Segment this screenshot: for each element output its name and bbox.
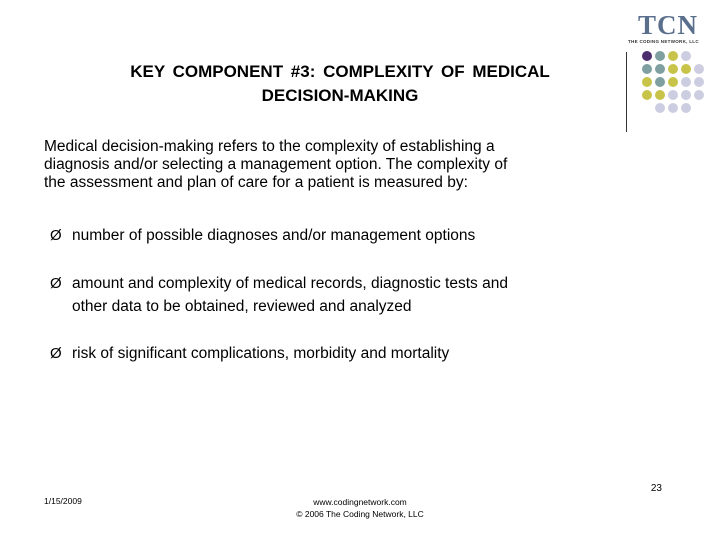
dot [655, 77, 665, 87]
dot [694, 64, 704, 74]
dot [642, 51, 652, 61]
intro-line: diagnosis and/or selecting a management option. The complexity of [44, 156, 508, 173]
bullet-item [50, 342, 449, 365]
dot [655, 64, 665, 74]
dot [668, 64, 678, 74]
dot [681, 90, 691, 100]
bullet-item [50, 272, 508, 318]
intro-line: Medical decision-making refers to the complexity of establishing a [44, 138, 495, 155]
slide-title-line: DECISION-MAKING [261, 86, 419, 105]
dot [655, 103, 665, 113]
dot [668, 51, 678, 61]
dot [668, 77, 678, 87]
decorative-divider [626, 52, 627, 132]
bullet-text: other data to be obtained, reviewed and analyzed [72, 298, 412, 315]
arrow-bullet-icon: Ø [50, 275, 62, 292]
slide-title-line: KEY COMPONENT #3: COMPLEXITY OF MEDICAL [130, 62, 550, 81]
dot [694, 77, 704, 87]
dot [642, 90, 652, 100]
bullet-text: risk of significant complications, morbidity and mortality [72, 345, 450, 362]
arrow-bullet-icon: Ø [50, 345, 62, 362]
dot [681, 51, 691, 61]
dot [681, 77, 691, 87]
dot [668, 90, 678, 100]
dot [642, 77, 652, 87]
bullet-item [50, 224, 475, 247]
logo-mark: TCN [638, 10, 699, 40]
page-number: 23 [650, 483, 662, 494]
footer-center [180, 496, 540, 520]
arrow-bullet-icon: Ø [50, 227, 62, 244]
footer-date: 1/15/2009 [44, 496, 82, 506]
dot [655, 51, 665, 61]
bullet-text: amount and complexity of medical records, diagnostic tests and [72, 275, 508, 292]
decorative-dot-grid [642, 51, 720, 121]
dot [681, 103, 691, 113]
slide-title [60, 60, 620, 108]
intro-paragraph [44, 138, 644, 192]
dot [668, 103, 678, 113]
bullet-text: number of possible diagnoses and/or management options [72, 227, 476, 244]
footer-url: www.codingnetwork.com [313, 497, 407, 507]
dot [642, 64, 652, 74]
company-logo [628, 6, 710, 50]
footer-copyright: © 2006 The Coding Network, LLC [296, 509, 424, 519]
dot [694, 90, 704, 100]
dot [655, 90, 665, 100]
intro-line: the assessment and plan of care for a patient is measured by: [44, 174, 468, 191]
dot [681, 64, 691, 74]
logo-tagline: THE CODING NETWORK, LLC [628, 39, 699, 44]
